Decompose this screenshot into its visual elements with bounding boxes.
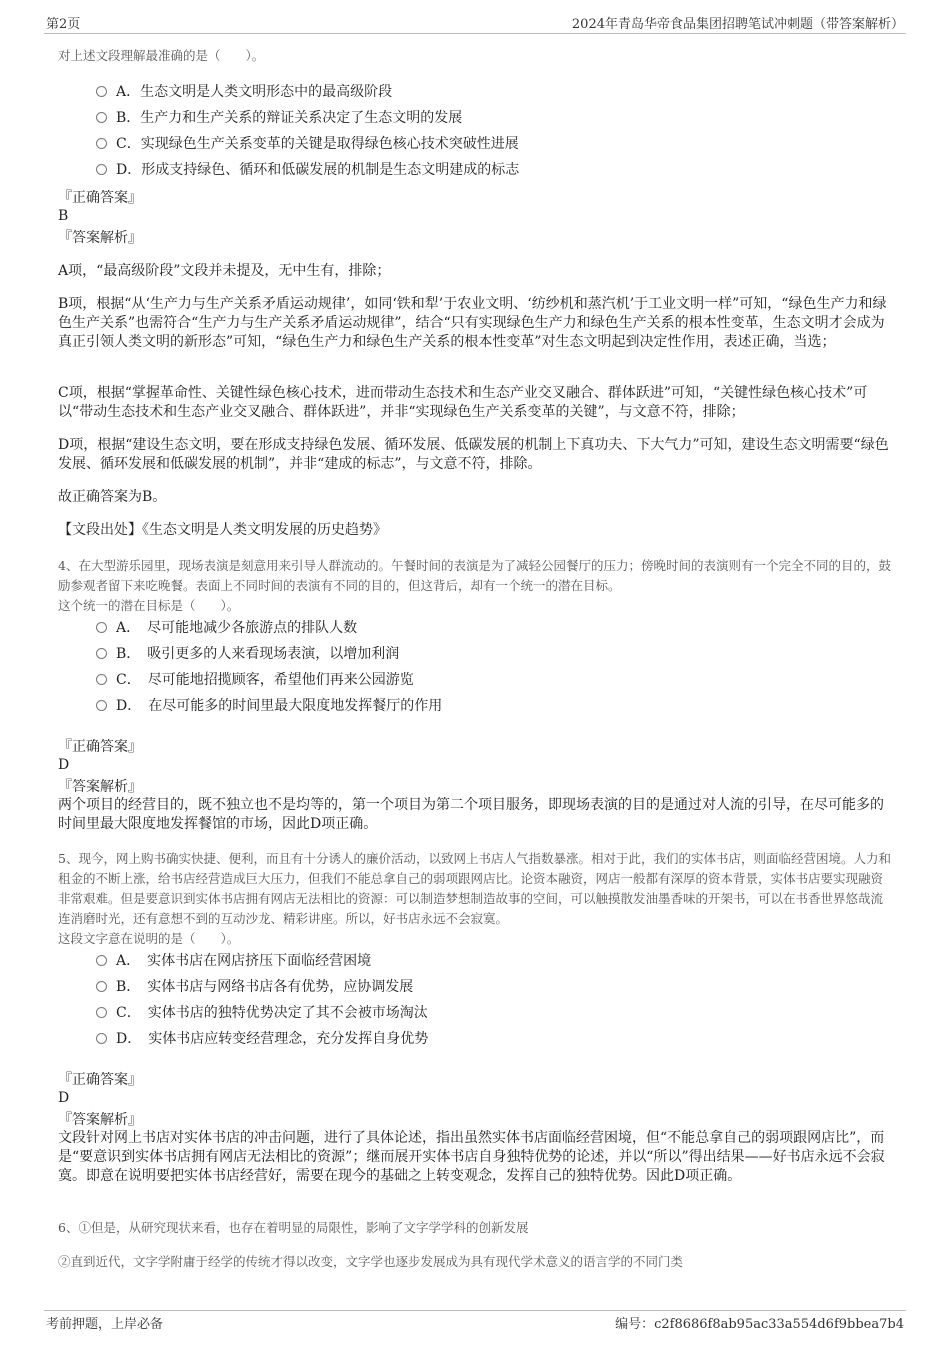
q5-analysis: 文段针对网上书店对实体书店的冲击问题，进行了具体论述，指出虽然实体书店面临经营困境，但“不能总拿自己的弱项跟网店比”，而是“要意识到实体书店拥有网店无法相比的资源”；继而展开实体书店自身独特优势的论述，并以“所以”得出结果——好书店永远不会寂寞。即意在说明要把实体书店经营好，需要在现今的基础之上转变观念，发挥自己的独特优势。因此D项正确。 bbox=[58, 1130, 885, 1184]
footer-divider bbox=[44, 1310, 906, 1311]
radio-icon[interactable] bbox=[96, 1007, 107, 1018]
radio-icon[interactable] bbox=[96, 164, 107, 175]
document-id: 编号：c2f8686f8ab95ac33a554d6f9bbea7b4 bbox=[615, 1317, 904, 1332]
q5-question: 这段文字意在说明的是（ ）。 bbox=[58, 931, 240, 946]
page-number: 第2页 bbox=[46, 17, 81, 32]
q4-option-b[interactable]: B． 吸引更多的人来看现场表演，以增加利润 bbox=[96, 643, 399, 665]
radio-icon[interactable] bbox=[96, 138, 107, 149]
footer-slogan: 考前押题，上岸必备 bbox=[46, 1317, 164, 1332]
q6-sentence-2: ②直到近代，文字学附庸于经学的传统才得以改变，文字学也逐步发展成为具有现代学术意义的语言学的不同门类 bbox=[58, 1254, 684, 1269]
q3-analysis-label: 『答案解析』 bbox=[58, 230, 142, 246]
radio-icon[interactable] bbox=[96, 981, 107, 992]
header-divider bbox=[44, 33, 906, 34]
q5-stem: 5、现今，网上购书确实快捷、便利，而且有十分诱人的廉价活动，以致网上书店人气指数暴涨。相对于此，我们的实体书店，则面临经营困境。人力和租金的不断上涨，给书店经营造成巨大压力，但我们不能总拿自己的弱项跟网店比。论资本融资，网店一般都有深厚的资本背景，实体书店要实现融资非常艰难。但是要意识到实体书店拥有网店无法相比的资源：可以制造梦想制造故事的空间，可以触摸散发油墨香味的开架书，可以在书香世界悠哉流连消磨时光，还有意想不到的互动沙龙、精彩讲座。所以，好书店永远不会寂寞。 bbox=[58, 851, 891, 926]
q3-answer: B bbox=[58, 208, 69, 224]
radio-icon[interactable] bbox=[96, 700, 107, 711]
q3-source: 【文段出处】《生态文明是人类文明发展的历史趋势》 bbox=[58, 522, 387, 538]
q5-option-b[interactable]: B． 实体书店与网络书店各有优势，应协调发展 bbox=[96, 976, 413, 998]
document-title: 2024年青岛华帝食品集团招聘笔试冲刺题（带答案解析） bbox=[571, 17, 904, 32]
q3-analysis-d: D项，根据“建设生态文明，要在形成支持绿色发展、循环发展、低碳发展的机制上下真功夫、下大气力”可知，建设生态文明需要“绿色发展、循环发展和低碳发展的机制”，并非“建成的标志”，与文意不符，排除。 bbox=[58, 437, 889, 472]
q3-option-d[interactable]: D．形成支持绿色、循环和低碳发展的机制是生态文明建成的标志 bbox=[96, 159, 519, 181]
q6-sentence-1: 6、①但是，从研究现状来看，也存在着明显的局限性，影响了文字学学科的创新发展 bbox=[58, 1220, 529, 1235]
q3-analysis-c: C项，根据“掌握革命性、关键性绿色核心技术，进而带动生态技术和生态产业交叉融合、群体跃进”可知，“关键性绿色核心技术”可以“带动生态技术和生态产业交叉融合、群体跃进”，并非“实现绿色生产关系变革的关键”，与文意不符，排除； bbox=[58, 385, 868, 420]
radio-icon[interactable] bbox=[96, 622, 107, 633]
q4-analysis: 两个项目的经营目的，既不独立也不是均等的，第一个项目为第二个项目服务，即现场表演的目的是通过对人流的引导，在尽可能多的时间里最大限度地发挥餐馆的市场，因此D项正确。 bbox=[58, 797, 884, 832]
q3-option-a[interactable]: A．生态文明是人类文明形态中的最高级阶段 bbox=[96, 81, 392, 103]
q5-analysis-label: 『答案解析』 bbox=[58, 1112, 142, 1128]
q4-option-a[interactable]: A． 尽可能地减少各旅游点的排队人数 bbox=[96, 617, 357, 639]
q3-analysis-b: B项，根据“从‘生产力与生产关系矛盾运动规律’，如同‘铁和犁’于农业文明、‘纺纱机和蒸汽机’于工业文明一样”可知，“绿色生产力和绿色生产关系”也需符合“生产力与生产关系矛盾运动规律”，结合“只有实现绿色生产力和绿色生产关系的根本性变革，生态文明才会成为真正引领人类文明的新形态”可知，“绿色生产力和绿色生产关系的根本性变革”对生态文明起到决定性作用，表述正确，当选； bbox=[58, 296, 887, 350]
q4-answer-label: 『正确答案』 bbox=[58, 739, 142, 755]
q4-option-d[interactable]: D． 在尽可能多的时间里最大限度地发挥餐厅的作用 bbox=[96, 695, 442, 717]
q4-stem: 4、在大型游乐园里，现场表演是刻意用来引导人群流动的。午餐时间的表演是为了减轻公园餐厅的压力；傍晚时间的表演则有一个完全不同的目的，鼓励参观者留下来吃晚餐。表面上不同时间的表演有不同的目的，但这背后，却有一个统一的潜在目标。 bbox=[58, 558, 891, 593]
q3-analysis-a: A项，“最高级阶段”文段并未提及，无中生有，排除； bbox=[58, 263, 391, 279]
q4-option-c[interactable]: C． 尽可能地招揽顾客，希望他们再来公园游览 bbox=[96, 669, 414, 691]
q5-option-d[interactable]: D． 实体书店应转变经营理念，充分发挥自身优势 bbox=[96, 1028, 428, 1050]
radio-icon[interactable] bbox=[96, 955, 107, 966]
q5-answer: D bbox=[58, 1090, 70, 1106]
q3-conclusion: 故正确答案为B。 bbox=[58, 489, 167, 505]
radio-icon[interactable] bbox=[96, 1033, 107, 1044]
q3-option-c[interactable]: C．实现绿色生产关系变革的关键是取得绿色核心技术突破性进展 bbox=[96, 133, 519, 155]
radio-icon[interactable] bbox=[96, 86, 107, 97]
q4-analysis-label: 『答案解析』 bbox=[58, 779, 142, 795]
q4-answer: D bbox=[58, 757, 70, 773]
q3-stem: 对上述文段理解最准确的是（ ）。 bbox=[58, 48, 265, 63]
q3-option-b[interactable]: B．生产力和生产关系的辩证关系决定了生态文明的发展 bbox=[96, 107, 462, 129]
radio-icon[interactable] bbox=[96, 648, 107, 659]
q4-question: 这个统一的潜在目标是（ ）。 bbox=[58, 598, 240, 613]
q5-answer-label: 『正确答案』 bbox=[58, 1072, 142, 1088]
q3-answer-label: 『正确答案』 bbox=[58, 190, 142, 206]
radio-icon[interactable] bbox=[96, 674, 107, 685]
q5-option-a[interactable]: A． 实体书店在网店挤压下面临经营困境 bbox=[96, 950, 371, 972]
q5-option-c[interactable]: C． 实体书店的独特优势决定了其不会被市场淘汰 bbox=[96, 1002, 428, 1024]
radio-icon[interactable] bbox=[96, 112, 107, 123]
